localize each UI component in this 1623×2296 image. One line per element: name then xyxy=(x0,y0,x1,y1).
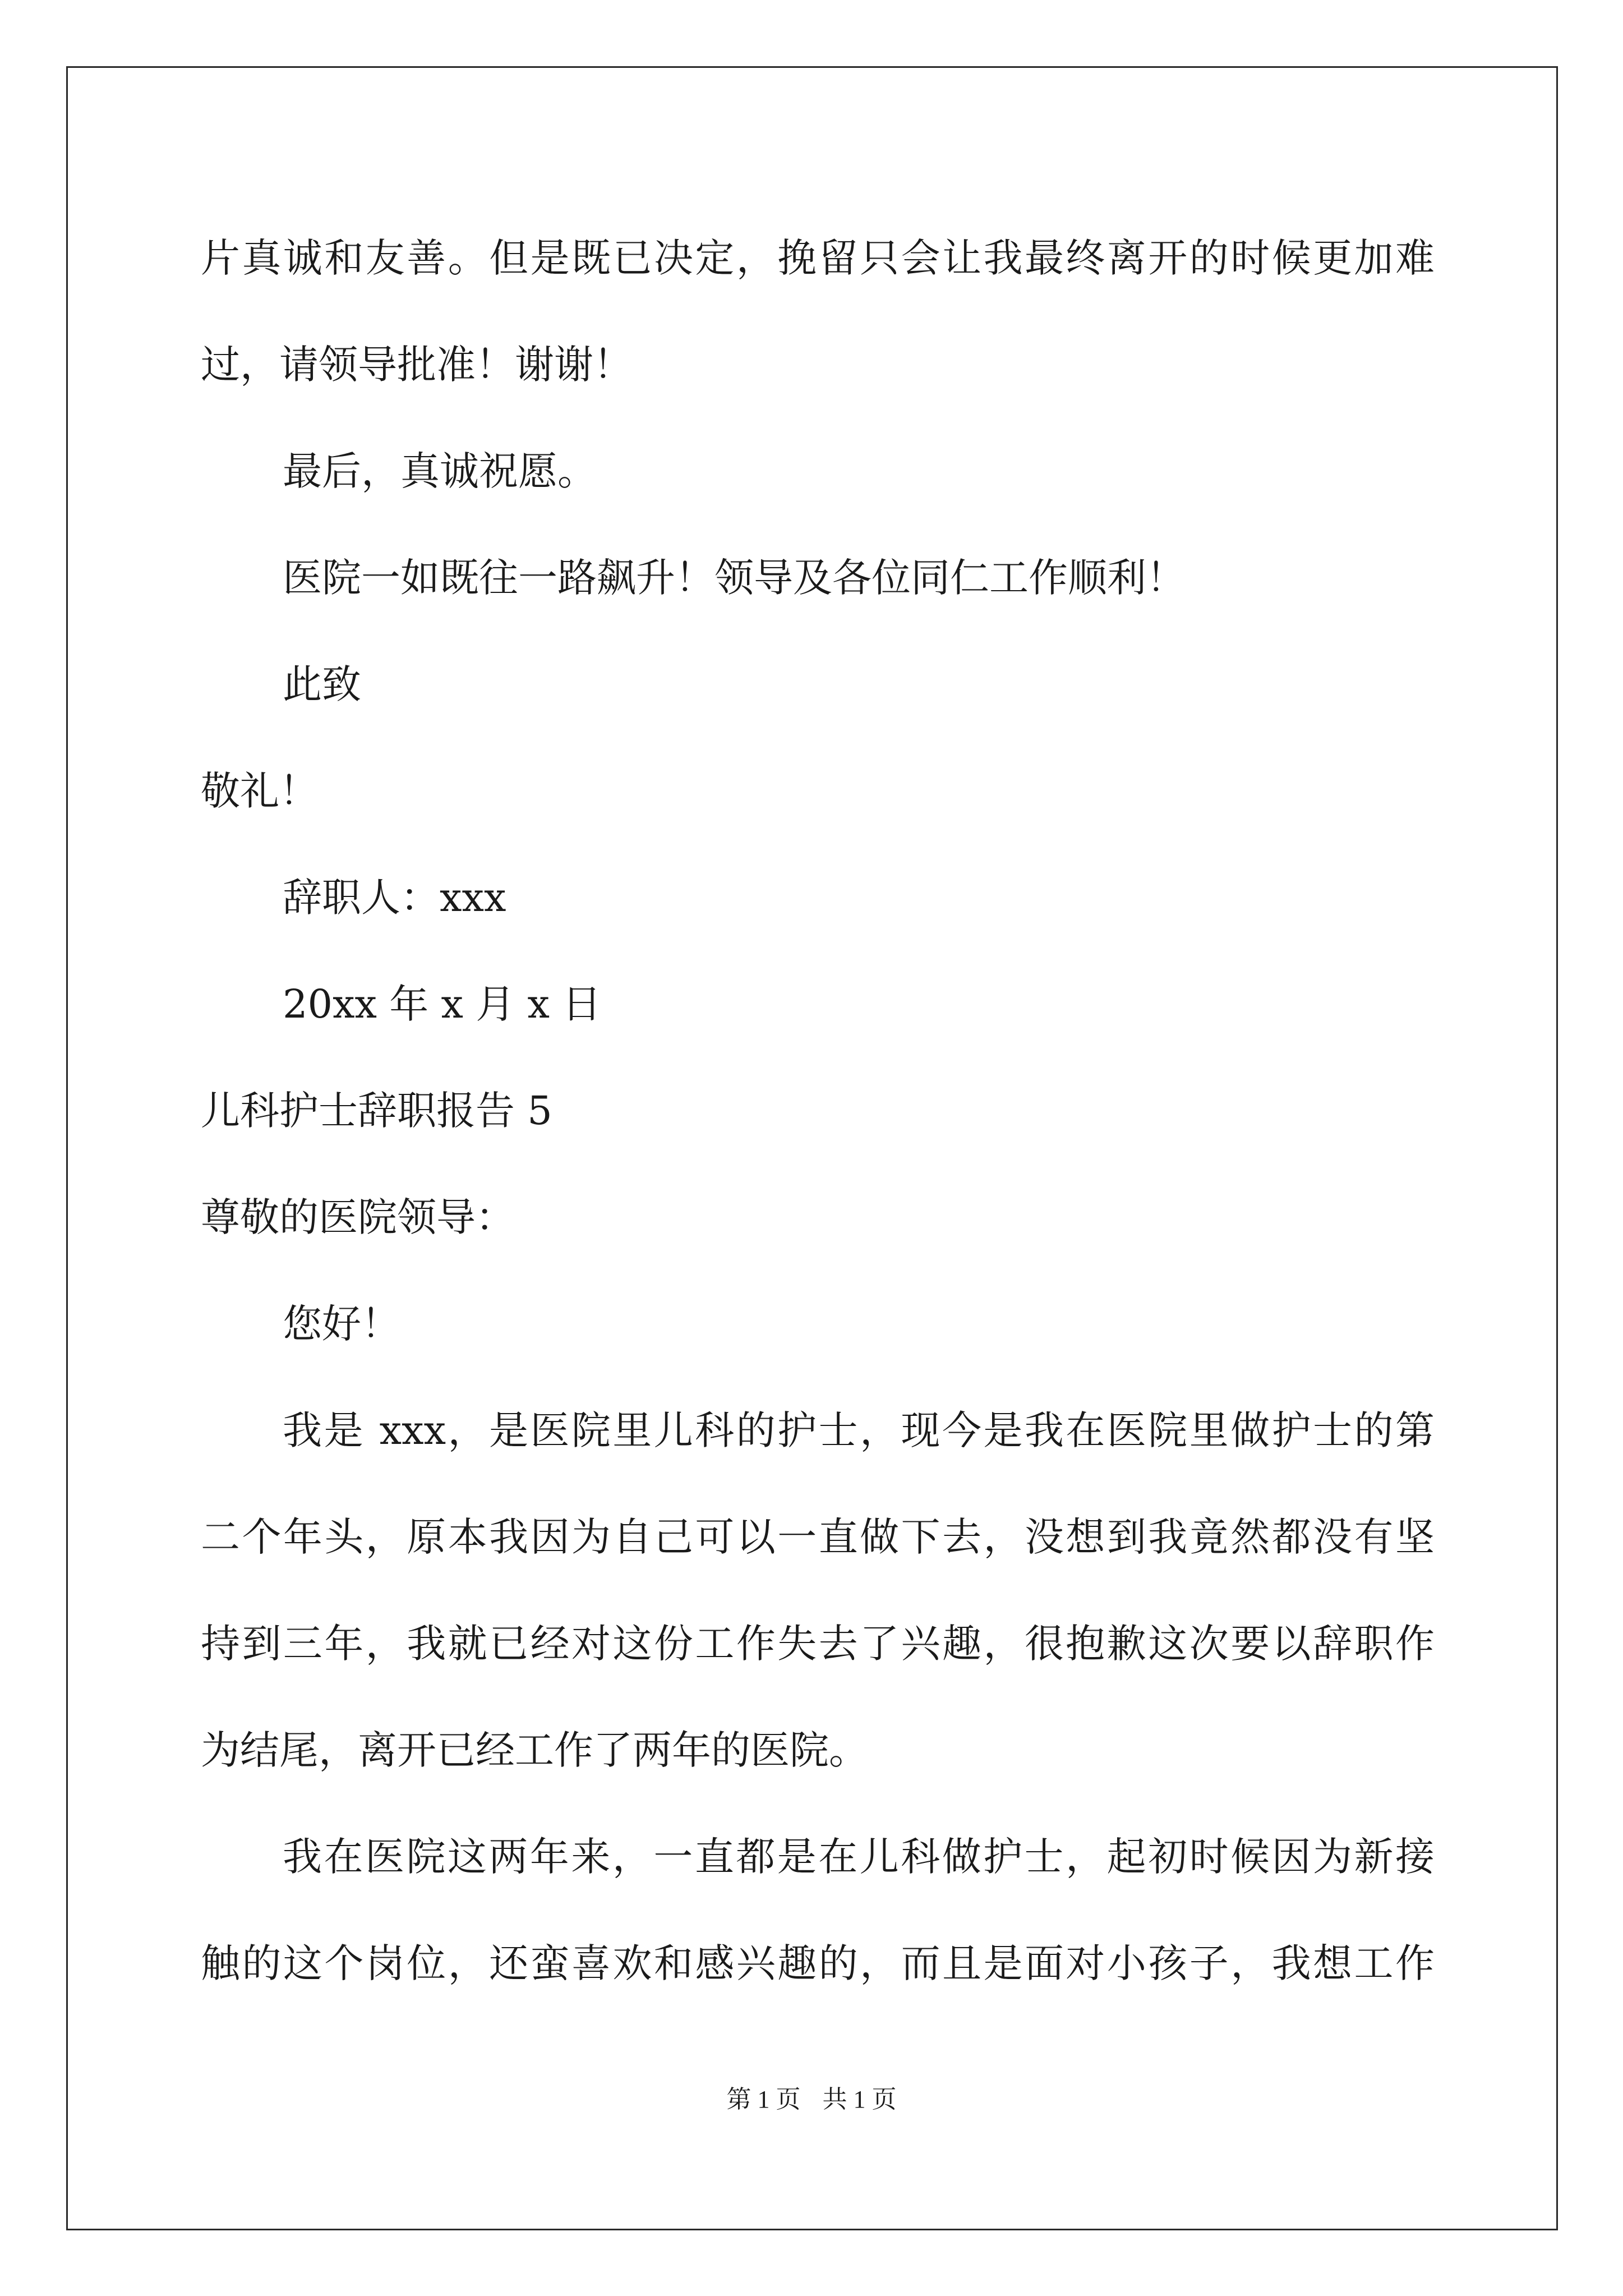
section-heading: 儿科护士辞职报告 5 xyxy=(201,1088,552,1134)
text-line: 为结尾，离开已经工作了两年的医院。 xyxy=(201,1727,868,1773)
signature-date: 20xx 年 x 月 x 日 xyxy=(283,981,602,1027)
text-line: 二个年头，原本我因为自己可以一直做下去，没想到我竟然都没有坚 xyxy=(201,1514,1435,1560)
text-line: 最后，真诚祝愿。 xyxy=(283,448,597,494)
text-line: 片真诚和友善。但是既已决定，挽留只会让我最终离开的时候更加难 xyxy=(201,235,1435,281)
text-line: 触的这个岗位，还蛮喜欢和感兴趣的，而且是面对小孩子，我想工作 xyxy=(201,1940,1435,1986)
greeting-hello: 您好！ xyxy=(283,1301,400,1347)
text-line: 持到三年，我就已经对这份工作失去了兴趣，很抱歉这次要以辞职作 xyxy=(201,1621,1435,1667)
text-line: 过，请领导批准！谢谢！ xyxy=(201,342,633,388)
text-line: 我在医院这两年来，一直都是在儿科做护士，起初时候因为新接 xyxy=(283,1834,1435,1880)
closing-salutation: 此致 xyxy=(283,661,361,707)
signature-name: 辞职人：xxx xyxy=(283,875,506,921)
text-line: 医院一如既往一路飙升！领导及各位同仁工作顺利！ xyxy=(283,555,1186,601)
page-number: 第 1 页 xyxy=(726,2086,801,2113)
text-line: 我是 xxx，是医院里儿科的护士，现今是我在医院里做护士的第 xyxy=(283,1407,1435,1453)
greeting: 尊敬的医院领导： xyxy=(201,1194,515,1240)
page-footer xyxy=(0,2080,1623,2119)
page-total: 共 1 页 xyxy=(822,2086,897,2113)
closing-respect: 敬礼！ xyxy=(201,768,319,814)
